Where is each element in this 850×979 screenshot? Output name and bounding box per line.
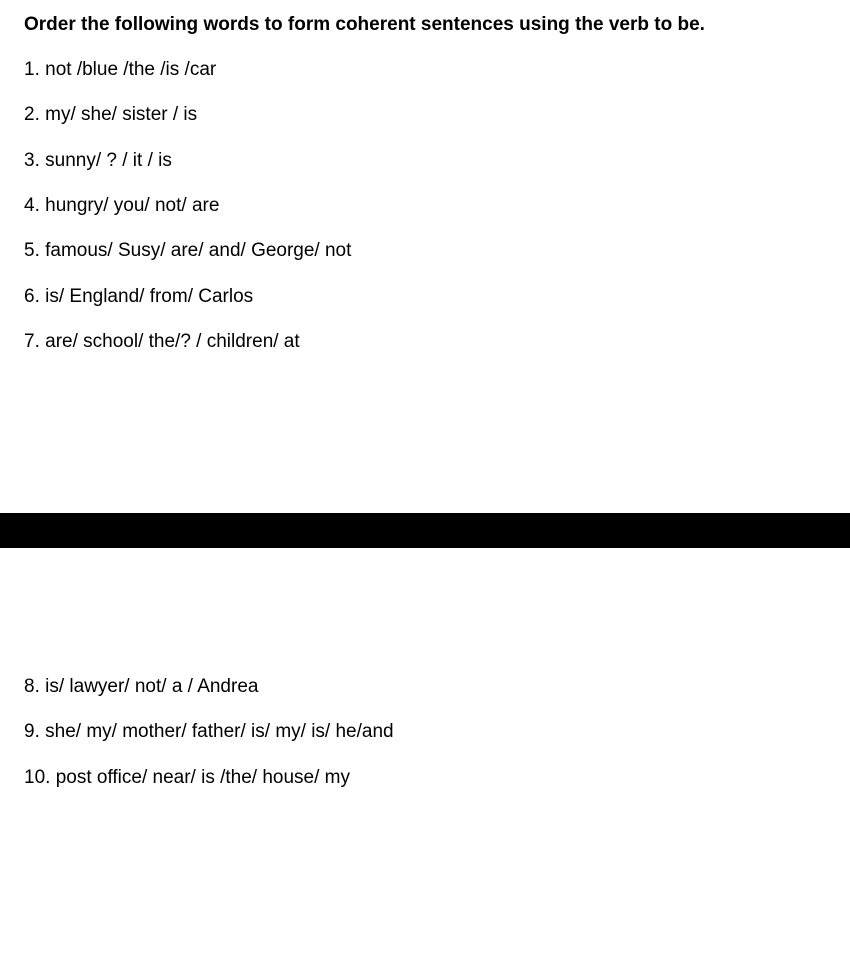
list-item-7: 7. are/ school/ the/? / children/ at: [24, 331, 300, 352]
list-item-3: 3. sunny/ ? / it / is: [24, 150, 172, 171]
page-separator-bar: [0, 513, 850, 548]
list-item-2: 2. my/ she/ sister / is: [24, 104, 198, 125]
list-item-9: 9. she/ my/ mother/ father/ is/ my/ is/ he/and: [24, 721, 394, 742]
list-item-8: 8. is/ lawyer/ not/ a / Andrea: [24, 676, 259, 697]
list-item-6: 6. is/ England/ from/ Carlos: [24, 286, 254, 307]
list-item-10: 10. post office/ near/ is /the/ house/ my: [24, 767, 350, 788]
worksheet-title: Order the following words to form coherent sentences using the verb to be.: [24, 14, 705, 35]
list-item-4: 4. hungry/ you/ not/ are: [24, 195, 220, 216]
list-item-1: 1. not /blue /the /is /car: [24, 59, 217, 80]
list-item-5: 5. famous/ Susy/ are/ and/ George/ not: [24, 240, 352, 261]
